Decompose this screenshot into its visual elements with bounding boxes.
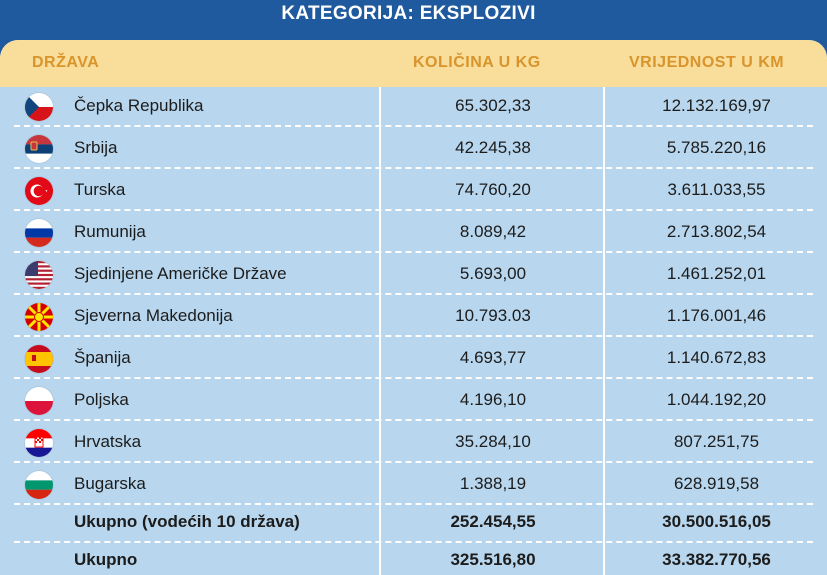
value-cell: 2.713.802,54 — [666, 222, 767, 241]
table-row — [0, 421, 827, 463]
usa-flag-icon — [25, 261, 53, 289]
table-row — [0, 127, 827, 169]
quantity-cell: 74.760,20 — [455, 180, 531, 199]
total-value: 30.500.516,05 — [662, 512, 771, 531]
value-cell: 807.251,75 — [673, 432, 760, 451]
subtotal-row — [0, 501, 827, 543]
total-quantity: 325.516,80 — [450, 550, 536, 569]
country-name: Rumunija — [74, 222, 146, 241]
value-cell: 1.176.001,46 — [666, 306, 767, 325]
serbia-flag-icon — [25, 135, 53, 163]
table-row — [0, 295, 827, 337]
data-table — [0, 40, 827, 575]
header-country: DRŽAVA — [32, 54, 100, 71]
total-quantity: 252.454,55 — [450, 512, 536, 531]
value-cell: 3.611.033,55 — [667, 180, 766, 199]
quantity-cell: 10.793.03 — [455, 306, 531, 325]
country-name: Sjedinjene Američke Države — [74, 264, 287, 283]
quantity-cell: 65.302,33 — [455, 96, 531, 115]
header-value: VRIJEDNOST U KM — [629, 54, 785, 71]
czech-flag-icon — [25, 93, 53, 121]
poland-flag-icon — [25, 387, 53, 415]
table-row — [0, 85, 827, 127]
table-row — [0, 211, 827, 253]
quantity-cell: 8.089,42 — [459, 222, 527, 241]
table-header — [0, 40, 827, 87]
russia-flag-icon — [25, 219, 53, 247]
table-row — [0, 337, 827, 379]
quantity-cell: 5.693,00 — [459, 264, 527, 283]
country-name: Srbija — [74, 138, 118, 157]
table-row — [0, 253, 827, 295]
quantity-cell: 42.245,38 — [455, 138, 531, 157]
country-name: Čepka Republika — [74, 96, 204, 115]
country-name: Hrvatska — [74, 432, 142, 451]
croatia-flag-icon — [25, 429, 53, 457]
country-name: Sjeverna Makedonija — [74, 306, 233, 325]
bulgaria-flag-icon — [25, 471, 53, 499]
header-quantity: KOLIČINA U KG — [413, 54, 541, 71]
value-cell: 1.140.672,83 — [666, 348, 767, 367]
table-row — [0, 169, 827, 211]
country-name: Poljska — [74, 390, 129, 409]
table-row — [0, 379, 827, 421]
value-cell: 1.461.252,01 — [666, 264, 767, 283]
spain-flag-icon — [25, 345, 53, 373]
country-name: Bugarska — [74, 474, 146, 493]
country-name: Španija — [74, 348, 131, 367]
total-label: Ukupno — [74, 550, 138, 569]
total-row — [0, 539, 827, 575]
turkey-flag-icon — [25, 177, 53, 205]
quantity-cell: 4.196,10 — [459, 390, 527, 409]
value-cell: 5.785.220,16 — [666, 138, 767, 157]
value-cell: 1.044.192,20 — [666, 390, 767, 409]
title-banner — [0, 0, 827, 40]
page-title: KATEGORIJA: EKSPLOZIVI — [281, 3, 536, 24]
quantity-cell: 4.693,77 — [459, 348, 527, 367]
quantity-cell: 35.284,10 — [455, 432, 531, 451]
value-cell: 628.919,58 — [673, 474, 760, 493]
total-value: 33.382.770,56 — [662, 550, 771, 569]
country-name: Turska — [74, 180, 126, 199]
north-macedonia-flag-icon — [25, 303, 53, 331]
value-cell: 12.132.169,97 — [662, 96, 771, 115]
total-label: Ukupno (vodećih 10 država) — [74, 512, 300, 531]
quantity-cell: 1.388,19 — [459, 474, 527, 493]
table-row — [0, 463, 827, 505]
